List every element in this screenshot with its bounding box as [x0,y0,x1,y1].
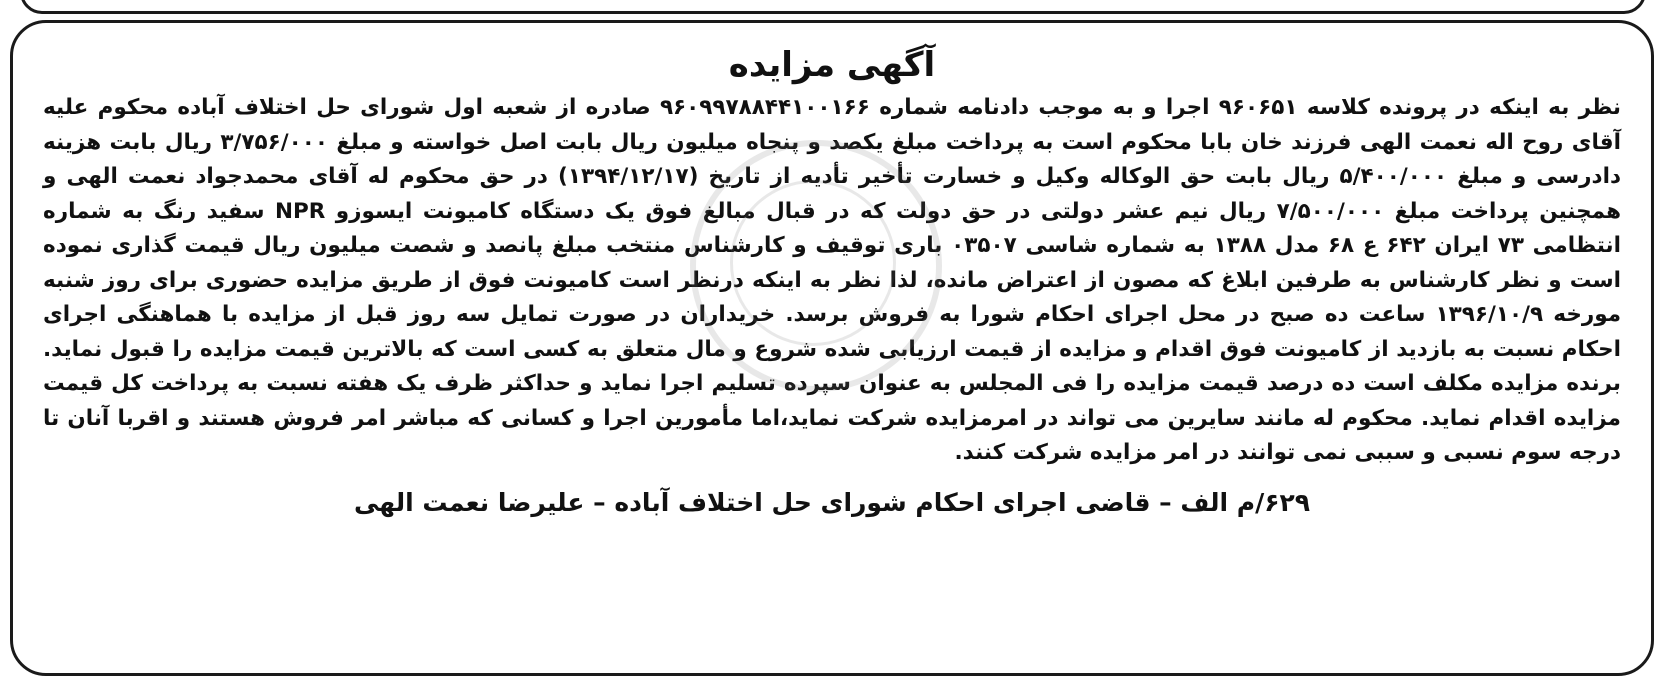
notice-title: آگهی مزایده [728,45,936,85]
auction-notice-frame [10,20,1654,676]
notice-signature: ۶۲۹/م الف – قاضی اجرای احکام شورای حل اختلاف آباده – علیرضا نعمت الهی [353,487,1311,517]
previous-notice-frame [20,0,1646,14]
notice-body: نظر به اینکه در پرونده کلاسه ۹۶۰۶۵۱ اجرا و به موجب دادنامه شماره ۹۶۰۹۹۷۸۸۴۴۱۰۰۱۶۶ صادره از شعبه اول شورای حل اختلاف آباده محکوم علیه آقای روح اله نعمت الهی فرزند خان بابا محکوم است به پرداخت مبلغ یکصد و پنجاه میلیون ریال بابت اصل خواسته و مبلغ ۳/۷۵۶/۰۰۰ ریال بابت هزینه دادرسی و مبلغ ۵/۴۰۰/۰۰۰ ریال بابت حق الوکاله وکیل و خسارت تأخیر تأدیه از تاریخ (۱۳۹۴/۱۲/۱۷) در حق محکوم له آقای محمدجواد نعمت الهی و همچنین پرداخت مبلغ ۷/۵۰۰/۰۰۰ ریال نیم عشر دولتی در حق دولت که در قبال مبالغ فوق یک دستگاه کامیونت ایسوزو NPR سفید رنگ به شماره انتظامی ۷۳ ایران ۶۴۲ ع ۶۸ مدل ۱۳۸۸ به شماره شاسی ۰۳۵۰۷ باری توقیف و کارشناس منتخب مبلغ پانصد و شصت میلیون ریال قیمت گذاری نموده است و نظر کارشناس به طرفین ابلاغ که مصون از اعتراض مانده، لذا نظر به اینکه درنظر است کامیونت فوق از طریق مزایده حضوری برای روز شنبه مورخه ۱۳۹۶/۱۰/۹ ساعت ده صبح در محل اجرای احکام شورا به فروش برسد. خریداران در صورت تمایل سه روز قبل از مزایده با هماهنگی اجرای احکام نسبت به بازدید از کامیونت فوق اقدام و مزایده از قیمت ارزیابی شده شروع و مال متعلق به کسی است که بالاترین قیمت مزایده را قبول نماید. برنده مزایده مکلف است ده درصد قیمت مزایده را فی المجلس به عنوان سپرده تسلیم اجرا نماید و حداکثر ظرف یک هفته نسبت به پرداخت کل قیمت مزایده اقدام نماید. محکوم له مانند سایرین می تواند در امرمزایده شرکت نماید،اما مأمورین اجرا و کسانی که مباشر امر فروش هستند و اقربا آنان تا درجه سوم نسبی و سببی نمی توانند در امر مزایده شرکت کنند. [43,95,1622,465]
